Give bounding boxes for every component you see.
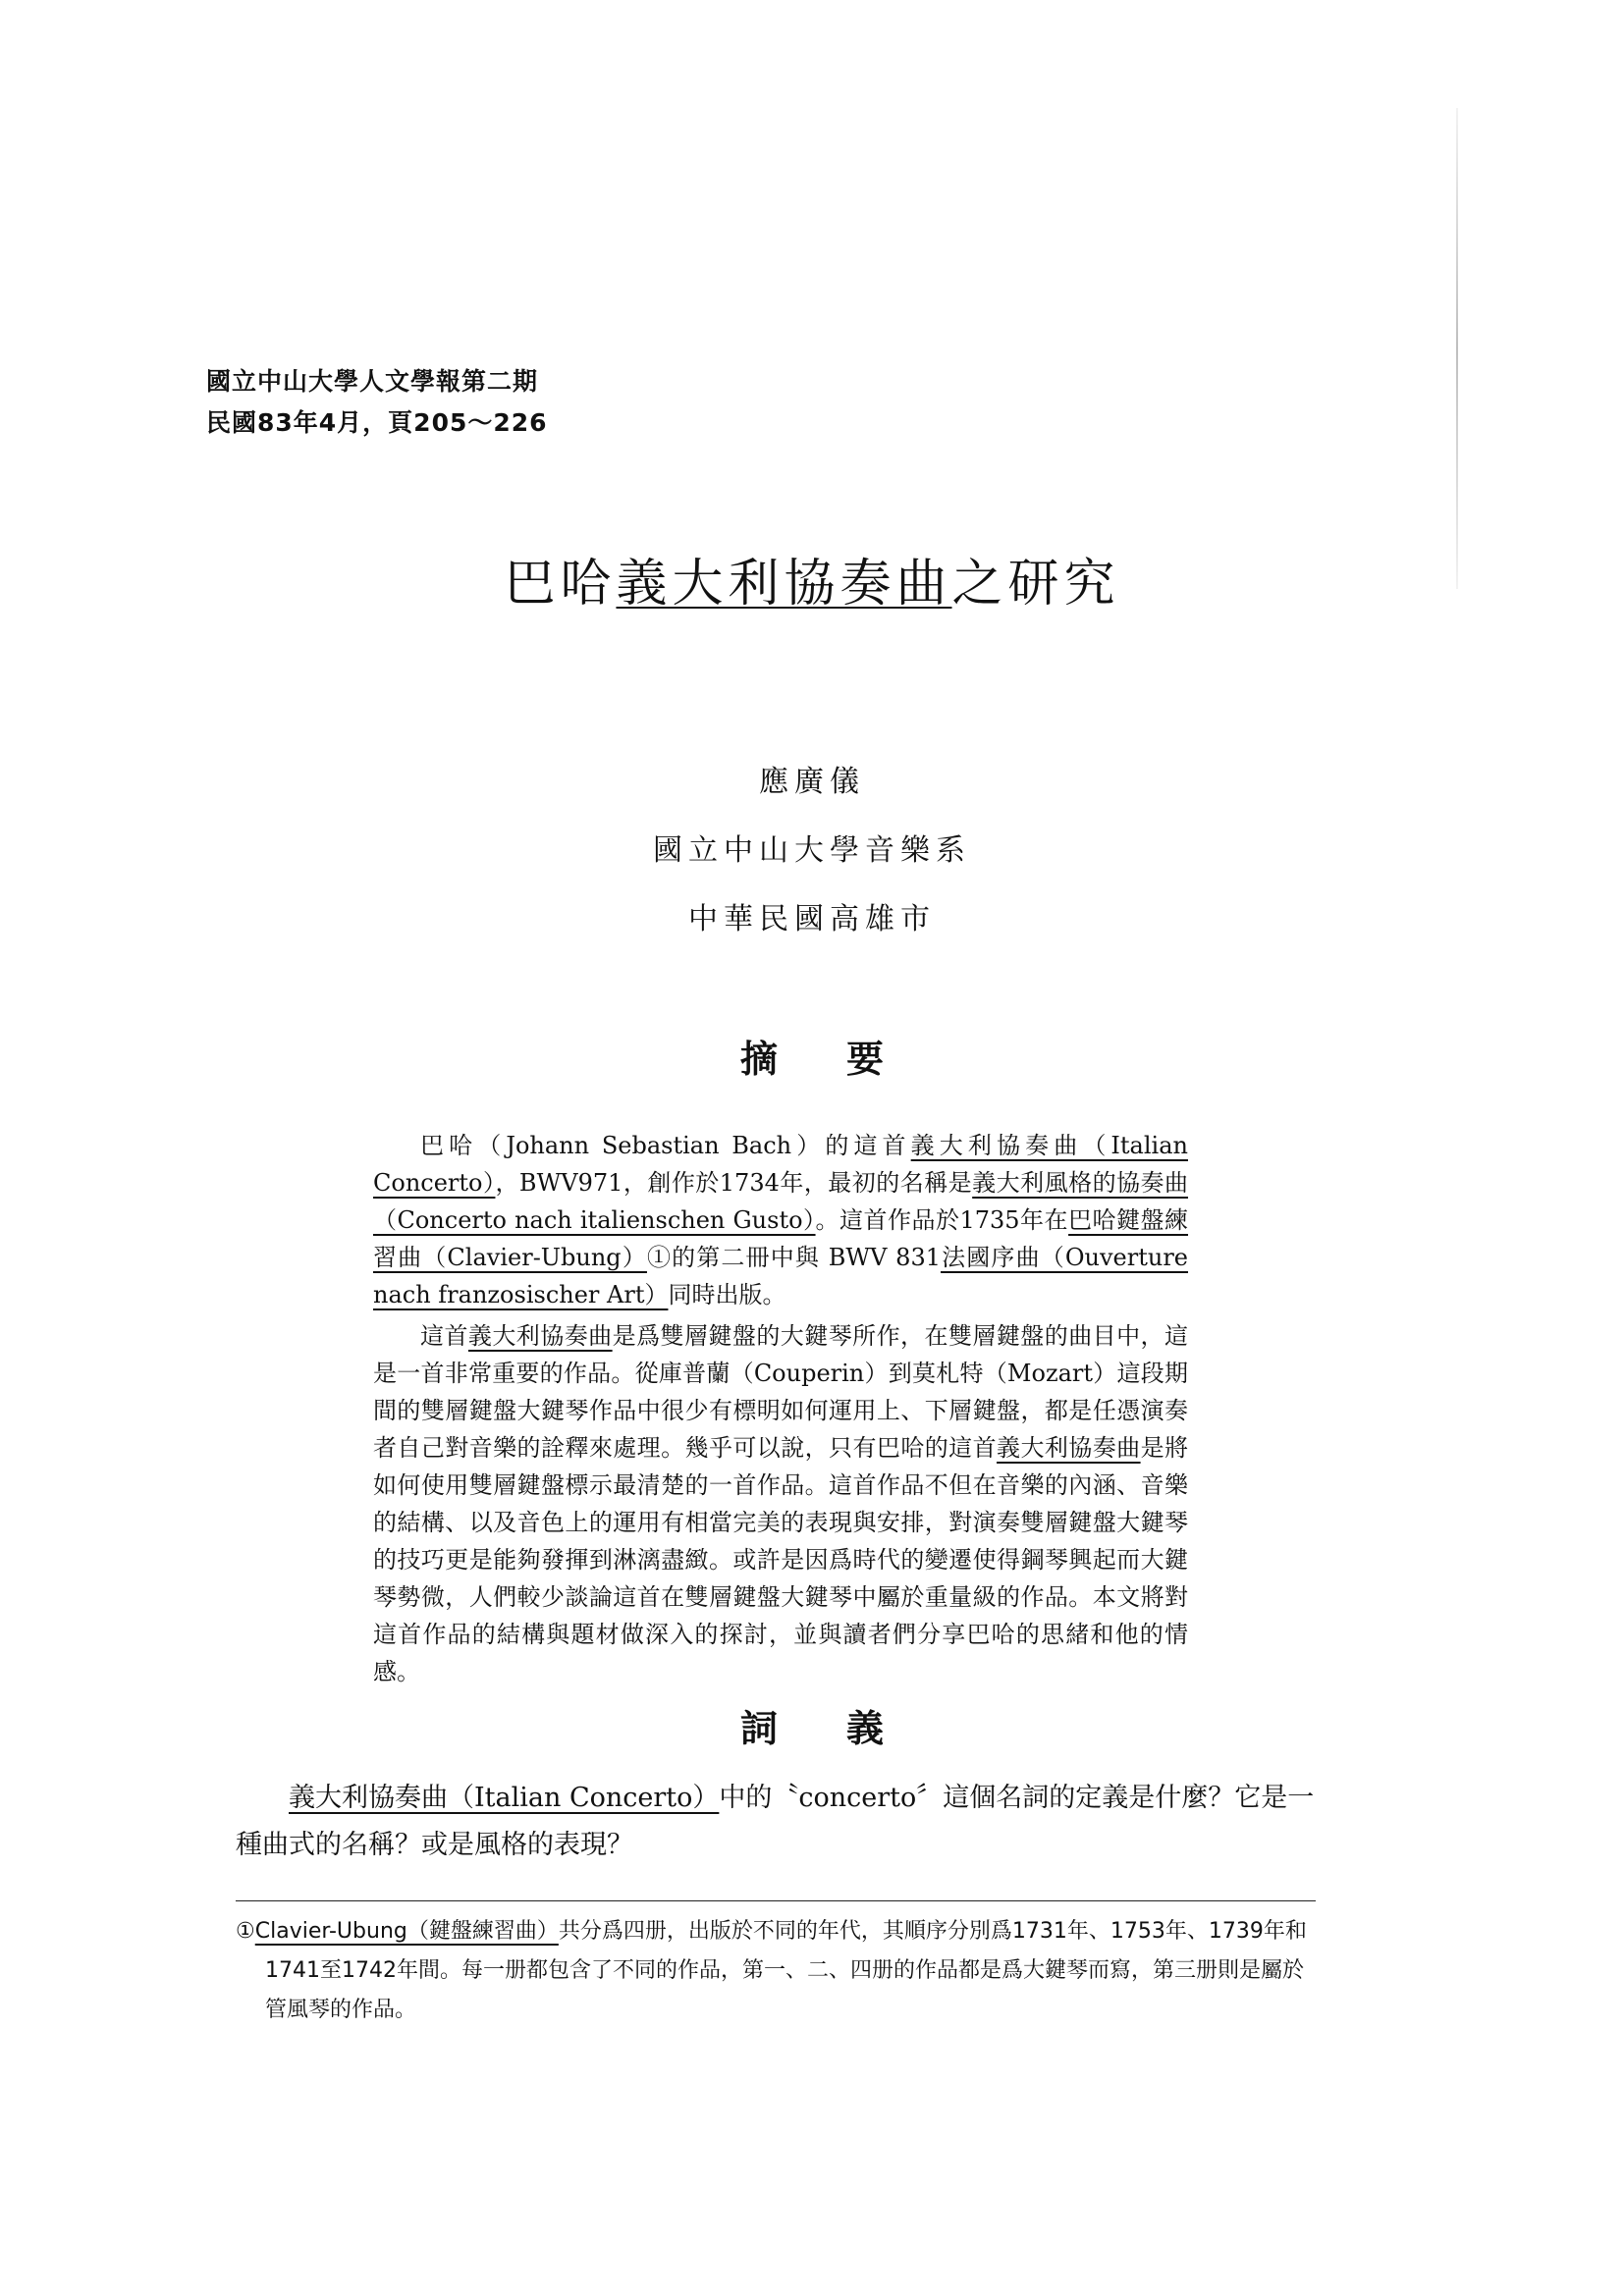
text-run: 。這首作品於1735年在: [815, 1206, 1069, 1234]
journal-name: 國立中山大學人文學報第二期: [206, 367, 539, 396]
underlined-term: 義大利風格的協奏曲（Concerto nach italienschen Gusto）: [373, 1169, 1189, 1234]
definition-body: [236, 1775, 1316, 1869]
title-part-underlined: 義大利協奏曲: [616, 555, 952, 614]
text-run: ，BWV971，創作於1734年，最初的名稱是: [495, 1169, 973, 1197]
journal-date-pages: 民國83年4月，頁205～226: [206, 408, 548, 437]
underlined-term: 法國序曲（Ouverture nach franzosischer Art）: [373, 1244, 1189, 1308]
journal-header: [206, 361, 548, 444]
author-affiliation: 國立中山大學音樂系: [653, 833, 971, 868]
text-run: 是爲雙層鍵盤的大鍵琴所作，在雙層鍵盤的曲目中，這是一首非常重要的作品。從庫普蘭（Couperin）到莫札特（Mozart）這段期間的雙層鍵盤大鍵琴作品中很少有標明如何運用上、下層鍵盤，都是任憑演奏者自己對音樂的詮釋來處理。幾乎可以說，只有巴哈的這首: [373, 1322, 1189, 1462]
title-part-3: 之研究: [951, 555, 1120, 614]
definition-paragraph: [236, 1775, 1316, 1869]
text-run: ①的第二冊中與 BWV 831: [646, 1244, 941, 1271]
author-name: 應廣儀: [759, 765, 865, 799]
text-run: 同時出版。: [668, 1281, 786, 1308]
scan-margin-line: [1456, 108, 1458, 589]
text-run: 中的〝concerto〞這個名詞的定義是什麼？它是一種曲式的名稱？或是風格的表現？: [236, 1783, 1315, 1860]
abstract-heading: 摘要: [739, 1038, 952, 1081]
abstract-body: [373, 1127, 1188, 1694]
underlined-term: Clavier-Ubung（鍵盤練習曲）: [254, 1919, 559, 1944]
author-location: 中華民國高雄市: [688, 902, 936, 936]
footnote-text: [236, 1912, 1316, 2030]
text-run: 是將如何使用雙層鍵盤標示最清楚的一首作品。這首作品不但在音樂的內涵、音樂的結構、以及音色上的運用有相當完美的表現與安排，對演奏雙層鍵盤大鍵琴的技巧更是能夠發揮到淋漓盡緻。或許是因爲時代的變遷使得鋼琴興起而大鍵琴勢微，人們較少談論這首在雙層鍵盤大鍵琴中屬於重量級的作品。本文將對這首作品的結構與題材做深入的探討，並與讀者們分享巴哈的思緒和他的情感。: [373, 1434, 1189, 1685]
text-run: 共分爲四册，出版於不同的年代，其順序分別爲1731年、1753年、1739年和1741至1742年間。每一册都包含了不同的作品，第一、二、四册的作品都是爲大鍵琴而寫，第三册則是屬於管風琴的作品。: [265, 1919, 1307, 2022]
underlined-term: 義大利協奏曲: [467, 1322, 613, 1350]
title-part-1: 巴哈: [504, 555, 617, 614]
paper-title: [0, 542, 1624, 615]
abstract-paragraph-1: [373, 1127, 1188, 1313]
abstract-paragraph-2: [373, 1317, 1188, 1690]
underlined-term: 巴哈鍵盤練習曲（Clavier-Ubung）: [373, 1206, 1189, 1271]
text-run: 巴哈（Johann Sebastian Bach）的這首: [420, 1132, 911, 1159]
underlined-term: 義大利協奏曲（Italian Concerto）: [373, 1132, 1188, 1197]
footnote-marker: ①: [236, 1919, 255, 1944]
underlined-term: 義大利協奏曲（Italian Concerto）: [289, 1783, 720, 1813]
footnote-1: [236, 1912, 1316, 2030]
author-block: [0, 748, 1624, 954]
underlined-term: 義大利協奏曲: [997, 1434, 1141, 1462]
definition-heading: 詞義: [739, 1707, 952, 1750]
text-run: 這首: [420, 1322, 468, 1350]
footnote-divider: [236, 1900, 1316, 1901]
